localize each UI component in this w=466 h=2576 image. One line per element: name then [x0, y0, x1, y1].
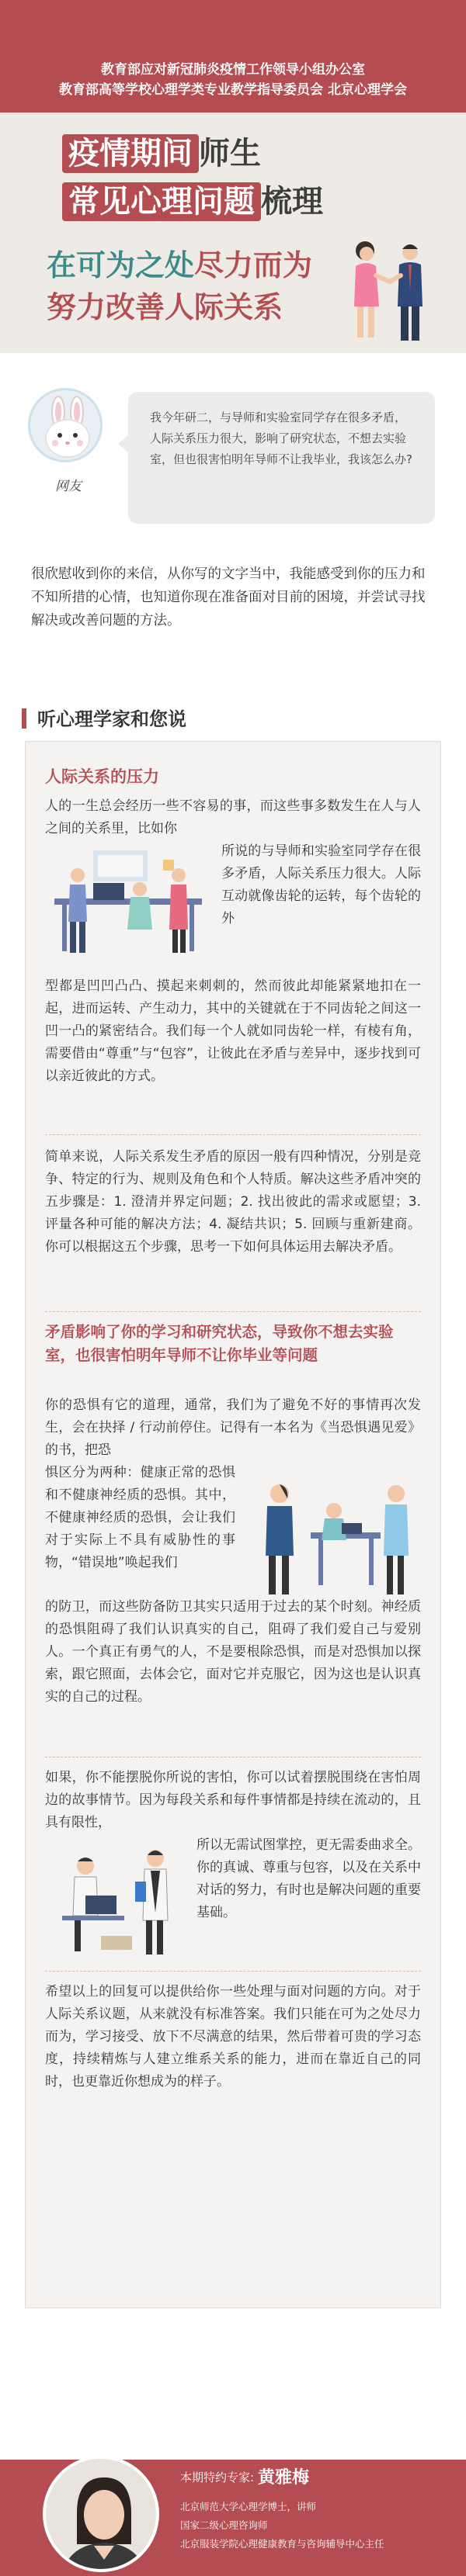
title-highlight-2: 常见心理问题 [62, 182, 261, 221]
handshake-illustration-icon [342, 229, 435, 345]
paragraph-3a: 你的恐惧有它的道理，通常，我们为了避免不好的事情再次发生，会在抉择 / 行动前停住。记得有一本名为《当恐惧遇见爱》的书，把恐 [45, 1397, 421, 1458]
paragraph-1c: 型都是凹凹凸凸、摸起来刺刺的，然而彼此却能紧紧地扣在一起，进而运转、产生动力，其中的关键就在于不同齿轮之间这一凹一凸的紧密结合。我们每一个人就如同齿轮一样，有棱有角，需要借由“尊重”与“包容”，让彼此在矛盾与差异中，逐步找到可以亲近彼此的方式。 [45, 978, 421, 1084]
divider-4 [45, 1971, 421, 1972]
hero-subtitle-1 [47, 248, 313, 282]
title-part-1: 师生 [199, 136, 261, 171]
section-bar [22, 708, 26, 729]
expert-label: 本期特约专家: [180, 2470, 255, 2484]
paragraph-2: 简单来说，人际关系发生矛盾的原因一般有四种情况，分别是竞争、特定的行为、规则及角色和个人特质。解决这些矛盾冲突的五步骤是：1. 澄清并界定问题；2. 找出彼此的需求或愿望；3. 评量各种可能的解决方法；4. 凝结共识；5. 回顾与重新建商。你可以根据这五个步骤，思考一下如何具体运用去解决矛盾。 [45, 1149, 421, 1255]
subtitle-1b: 尽力而为 [194, 248, 313, 282]
paragraph-3c: 的防卫，而这些防备防卫其实只适用于过去的某个时刻。神经质的恐惧阻碍了我们认识真实的自己，阻碍了我们爱自己与爱别人。一个真正有勇气的人，不是要根除恐惧，而是对恐惧加以探索，跟它照面，去体会它，面对它并克服它，因为这也是认识真实的自己的过程。 [45, 1599, 421, 1705]
org-line-2: 教育部高等学校心理学类专业教学指导委员会 北京心理学会 [59, 82, 407, 98]
expert-line-1: 北京师范大学心理学博士，讲师 [180, 2501, 317, 2512]
paragraph-3b: 惧区分为两种：健康正常的恐惧和不健康神经质的恐惧。其中，不健康神经质的恐惧，会让我们对于实际上不具有威胁性的事物，“错误地”唤起我们 [45, 1465, 235, 1570]
expert-name: 黄雅梅 [258, 2468, 310, 2488]
paragraph-1b: 所说的与导师和实验室同学存在很多矛盾，人际关系压力很大。人际互动就像齿轮的运转，每个齿轮的外 [221, 843, 421, 926]
hero-title-line-2 [62, 184, 323, 220]
title-highlight: 疫情期间 [62, 134, 199, 173]
subtitle-1a: 在可为之处 [47, 248, 195, 282]
desk-work-illustration-icon [54, 1835, 186, 1959]
hero-subtitle-2: 努力改善人际关系 [47, 290, 283, 324]
org-line-1: 教育部应对新冠肺炎疫情工作领导小组办公室 [101, 62, 365, 78]
paragraph-4b: 所以无需试图掌控，更无需委曲求全。你的真诚、尊重与包容，以及在关系中对话的努力，有时也是解决问题的重要基础。 [196, 1837, 421, 1920]
hero-panel [0, 113, 466, 353]
office-illustration-icon [47, 844, 210, 961]
expert-line-2: 国家二级心理咨询师 [180, 2519, 268, 2531]
subheading-pressure: 人际关系的压力 [45, 767, 159, 786]
paragraph-1a: 人的一生总会经历一些不容易的事，而这些事多数发生在人与人之间的关系里，比如你 [45, 798, 421, 836]
divider-2 [45, 1311, 421, 1312]
expert-photo [43, 2456, 159, 2572]
subheading-impact: 矛盾影响了你的学习和研究状态，导致你不想去实验室，也很害怕明年导师不让你毕业等问题 [45, 1323, 394, 1364]
section-heading [22, 702, 457, 733]
letter-bubble: 我今年研二，与导师和实验室同学存在很多矛盾，人际关系压力很大，影响了研究状态，不想去实验室，但也很害怕明年导师不让我毕业，我该怎么办? [128, 392, 435, 524]
rabbit-icon [30, 390, 103, 462]
hero-title-line-1 [62, 138, 261, 169]
bubble-tail [118, 435, 129, 453]
netizen-nickname: 网友 [55, 479, 82, 494]
section-title: 听心理学家和您说 [37, 708, 186, 730]
intro-paragraph: 很欣慰收到你的来信，从你写的文字当中，我能感受到你的压力和不知所措的心情，也知道你现在准备面对目前的困境，并尝试寻找解决或改善问题的方法。 [31, 566, 426, 628]
paragraph-5: 希望以上的回复可以提供给你一些处理与面对问题的方向。对于人际关系议题，从来就没有标准答案。我们只能在可为之处尽力而为，学习接受、放下不尽满意的结果，然后带着可贵的学习态度，持续精炼与人建立维系关系的能力，进而在靠近自己的同时，也更靠近你想成为的样子。 [45, 1984, 421, 2090]
netizen-avatar [28, 388, 103, 462]
title-part-3: 梳理 [261, 184, 323, 220]
divider-1 [45, 1134, 421, 1135]
meeting-illustration-icon [249, 1470, 419, 1602]
expert-line-3: 北京服装学院心理健康教育与咨询辅导中心主任 [180, 2538, 384, 2550]
paragraph-4a: 如果，你不能摆脱你所说的害怕，你可以试着摆脱围绕在害怕周边的故事情节。因为每段关系和每件事情都是持续在流动的，且具有限性， [45, 1770, 421, 1830]
